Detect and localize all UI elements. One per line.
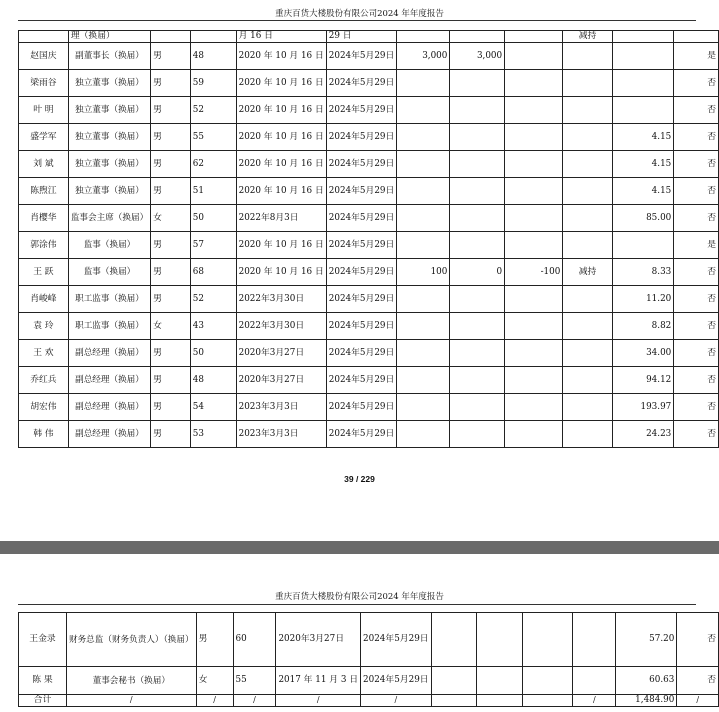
- cell-age: 43: [190, 313, 236, 340]
- cell-reason: [563, 394, 612, 421]
- cell-end-shares: [450, 421, 505, 448]
- cell-pay: [612, 97, 674, 124]
- cell-age: 55: [190, 124, 236, 151]
- table-row: [19, 70, 719, 97]
- cell-end-shares: [450, 313, 505, 340]
- cell-position: 监事（换届）: [68, 259, 150, 286]
- cell-end-date: 2024年5月29日: [326, 340, 397, 367]
- header-rule: [18, 604, 696, 605]
- cell-end-date: 2024年5月29日: [326, 151, 397, 178]
- cell-pay: [612, 232, 674, 259]
- cell-change: [505, 70, 563, 97]
- cell-gender: 男: [151, 43, 191, 70]
- cell-pay: 94.12: [612, 367, 674, 394]
- cell-related: 否: [674, 178, 719, 205]
- cell-start-date: 2017 年 11 月 3 日: [276, 667, 361, 695]
- cell-related: 否: [674, 97, 719, 124]
- cell-position: 独立董事（换届）: [68, 178, 150, 205]
- cell-name: [19, 31, 69, 43]
- cell-gender: 男: [151, 367, 191, 394]
- cell-age: 50: [190, 205, 236, 232]
- cell-position: 副总经理（换届）: [68, 340, 150, 367]
- table-row: [19, 421, 719, 448]
- cell-gender: 男: [151, 259, 191, 286]
- cell-reason: [563, 313, 612, 340]
- table-row: [19, 97, 719, 124]
- table-row: [19, 340, 719, 367]
- cell-age: 52: [190, 97, 236, 124]
- cell-gender: 男: [151, 97, 191, 124]
- cell-end-shares: 0: [450, 259, 505, 286]
- cell-age: 57: [190, 232, 236, 259]
- cell-name: 肖樱华: [19, 205, 69, 232]
- cell-start-date: 月 16 日: [236, 31, 326, 43]
- cell-change: [505, 31, 563, 43]
- page-separator: [0, 541, 719, 554]
- cell-age: 59: [190, 70, 236, 97]
- total-row: [19, 695, 719, 707]
- cell-end-date: 2024年5月29日: [326, 232, 397, 259]
- cell-related: [674, 31, 719, 43]
- cell-start-date: 2020年3月27日: [276, 613, 361, 667]
- table-row: [19, 124, 719, 151]
- cell-name: 韩 伟: [19, 421, 69, 448]
- cell-position: 副总经理（换届）: [68, 421, 150, 448]
- cell-position: 职工监事（换届）: [68, 286, 150, 313]
- cell-begin-shares: [397, 70, 450, 97]
- table-row: [19, 367, 719, 394]
- cell-end-date: 29 日: [326, 31, 397, 43]
- cell-end-date: 2024年5月29日: [326, 313, 397, 340]
- cell-gender: 女: [196, 667, 233, 695]
- cell-change: [505, 97, 563, 124]
- cell-end-date: 2024年5月29日: [326, 421, 397, 448]
- table-row: [19, 205, 719, 232]
- cell-pay: 85.00: [612, 205, 674, 232]
- cell-reason: [563, 367, 612, 394]
- cell-gender: 男: [151, 421, 191, 448]
- cell-end-shares: [450, 340, 505, 367]
- cell-position: 董事会秘书（换届）: [66, 667, 196, 695]
- cell-name: 赵国庆: [19, 43, 69, 70]
- cell-end-shares: [450, 151, 505, 178]
- cell-gender: 男: [151, 178, 191, 205]
- cell-start-date: 2023年3月3日: [236, 421, 326, 448]
- cell-gender: 男: [151, 70, 191, 97]
- total-change: [522, 695, 572, 707]
- cell-name: 胡宏伟: [19, 394, 69, 421]
- cell-reason: 减持: [563, 31, 612, 43]
- total-label: 合计: [19, 695, 67, 707]
- cell-position: 副董事长（换届）: [68, 43, 150, 70]
- cell-pay: 57.20: [616, 613, 677, 667]
- cell-change: [505, 286, 563, 313]
- cell-change: [522, 613, 572, 667]
- total-slash: /: [276, 695, 361, 707]
- cell-end-date: 2024年5月29日: [326, 43, 397, 70]
- cell-start-date: 2022年3月30日: [236, 286, 326, 313]
- cell-position: 财务总监（财务负责人）（换届）: [66, 613, 196, 667]
- cell-related: 否: [674, 124, 719, 151]
- cell-name: 乔红兵: [19, 367, 69, 394]
- cell-begin-shares: [397, 394, 450, 421]
- management-table-continued: [18, 612, 719, 707]
- cell-age: 60: [233, 613, 276, 667]
- cell-end-date: 2024年5月29日: [326, 367, 397, 394]
- cell-name: 王金录: [19, 613, 67, 667]
- page-number: 39 / 229: [344, 474, 375, 484]
- cell-age: 68: [190, 259, 236, 286]
- cell-pay: 8.82: [612, 313, 674, 340]
- cell-start-date: 2020 年 10 月 16 日: [236, 124, 326, 151]
- cell-reason: [563, 205, 612, 232]
- cell-begin-shares: 3,000: [397, 43, 450, 70]
- cell-end-shares: [476, 613, 522, 667]
- cell-age: 54: [190, 394, 236, 421]
- cell-related: 否: [674, 205, 719, 232]
- cell-name: 王 跃: [19, 259, 69, 286]
- table-row: [19, 313, 719, 340]
- cell-reason: [563, 97, 612, 124]
- cell-age: 62: [190, 151, 236, 178]
- total-begin-shares: [431, 695, 476, 707]
- cell-age: 52: [190, 286, 236, 313]
- cell-related: 否: [674, 286, 719, 313]
- cell-age: 51: [190, 178, 236, 205]
- cell-end-shares: [450, 178, 505, 205]
- report-header-title: 重庆百货大楼股份有限公司2024 年年度报告: [275, 592, 444, 602]
- table-row: [19, 667, 719, 695]
- cell-reason: [563, 178, 612, 205]
- cell-change: -100: [505, 259, 563, 286]
- cell-gender: 男: [151, 394, 191, 421]
- cell-name: 郭涂伟: [19, 232, 69, 259]
- table-row: [19, 286, 719, 313]
- cell-related: 否: [674, 313, 719, 340]
- cell-end-date: 2024年5月29日: [326, 286, 397, 313]
- cell-gender: 女: [151, 205, 191, 232]
- total-slash: /: [573, 695, 616, 707]
- cell-name: 王 欢: [19, 340, 69, 367]
- cell-pay: 34.00: [612, 340, 674, 367]
- cell-end-shares: [476, 667, 522, 695]
- cell-end-date: 2024年5月29日: [326, 97, 397, 124]
- cell-pay: [612, 70, 674, 97]
- cell-change: [505, 313, 563, 340]
- cell-end-date: 2024年5月29日: [326, 394, 397, 421]
- cell-age: 55: [233, 667, 276, 695]
- cell-gender: 男: [151, 232, 191, 259]
- cell-change: [505, 340, 563, 367]
- cell-position: 独立董事（换届）: [68, 124, 150, 151]
- cell-related: 否: [674, 340, 719, 367]
- cell-pay: 24.23: [612, 421, 674, 448]
- cell-end-date: 2024年5月29日: [326, 124, 397, 151]
- cell-position: 副总经理（换届）: [68, 394, 150, 421]
- cell-begin-shares: [397, 124, 450, 151]
- cell-reason: [563, 340, 612, 367]
- cell-end-shares: [450, 205, 505, 232]
- table-row-partial: [19, 31, 719, 43]
- cell-change: [505, 394, 563, 421]
- cell-end-shares: [450, 124, 505, 151]
- cell-pay: 4.15: [612, 124, 674, 151]
- cell-change: [505, 421, 563, 448]
- cell-name: 刘 斌: [19, 151, 69, 178]
- cell-position: 监事（换届）: [68, 232, 150, 259]
- total-slash: /: [66, 695, 196, 707]
- cell-start-date: 2022年3月30日: [236, 313, 326, 340]
- cell-related: 否: [674, 259, 719, 286]
- cell-related: 否: [677, 667, 719, 695]
- cell-begin-shares: [397, 232, 450, 259]
- cell-reason: [563, 70, 612, 97]
- cell-pay: 4.15: [612, 151, 674, 178]
- cell-begin-shares: [397, 313, 450, 340]
- cell-position: 职工监事（换届）: [68, 313, 150, 340]
- cell-position: 独立董事（换届）: [68, 97, 150, 124]
- cell-pay: [612, 43, 674, 70]
- total-pay: 1,484.90: [616, 695, 677, 707]
- cell-reason: [563, 286, 612, 313]
- cell-start-date: 2020 年 10 月 16 日: [236, 232, 326, 259]
- cell-name: 盛学军: [19, 124, 69, 151]
- cell-reason: [563, 124, 612, 151]
- cell-start-date: 2020 年 10 月 16 日: [236, 43, 326, 70]
- cell-start-date: 2022年8月3日: [236, 205, 326, 232]
- cell-end-shares: [450, 31, 505, 43]
- cell-end-date: 2024年5月29日: [326, 259, 397, 286]
- report-page-40: [0, 554, 719, 712]
- total-slash: /: [361, 695, 432, 707]
- cell-gender: 男: [151, 151, 191, 178]
- report-header-title: 重庆百货大楼股份有限公司2024 年年度报告: [275, 9, 444, 19]
- total-end-shares: [476, 695, 522, 707]
- cell-gender: [151, 31, 191, 43]
- cell-end-shares: [450, 232, 505, 259]
- cell-change: [505, 43, 563, 70]
- cell-gender: 男: [151, 340, 191, 367]
- cell-begin-shares: [397, 421, 450, 448]
- cell-pay: 60.63: [616, 667, 677, 695]
- cell-begin-shares: [431, 613, 476, 667]
- cell-reason: 减持: [563, 259, 612, 286]
- cell-start-date: 2020年3月27日: [236, 367, 326, 394]
- management-table: [18, 30, 719, 448]
- cell-gender: 男: [196, 613, 233, 667]
- cell-reason: [563, 43, 612, 70]
- cell-related: 是: [674, 43, 719, 70]
- cell-pay: 11.20: [612, 286, 674, 313]
- cell-end-date: 2024年5月29日: [361, 613, 432, 667]
- cell-begin-shares: [397, 97, 450, 124]
- cell-begin-shares: [397, 151, 450, 178]
- cell-age: 53: [190, 421, 236, 448]
- cell-name: 梁雨谷: [19, 70, 69, 97]
- cell-reason: [573, 613, 616, 667]
- cell-begin-shares: [397, 367, 450, 394]
- cell-start-date: 2020 年 10 月 16 日: [236, 178, 326, 205]
- cell-change: [505, 124, 563, 151]
- cell-name: 陈煦江: [19, 178, 69, 205]
- cell-related: 否: [674, 421, 719, 448]
- cell-change: [505, 178, 563, 205]
- cell-name: 袁 玲: [19, 313, 69, 340]
- cell-end-date: 2024年5月29日: [326, 178, 397, 205]
- cell-name: 陈 果: [19, 667, 67, 695]
- total-slash: /: [196, 695, 233, 707]
- cell-change: [505, 151, 563, 178]
- cell-begin-shares: [397, 205, 450, 232]
- cell-related: 否: [674, 151, 719, 178]
- table-row: [19, 178, 719, 205]
- cell-position: 副总经理（换届）: [68, 367, 150, 394]
- cell-related: 否: [674, 394, 719, 421]
- cell-related: 否: [677, 613, 719, 667]
- cell-end-shares: 3,000: [450, 43, 505, 70]
- cell-related: 是: [674, 232, 719, 259]
- cell-start-date: 2023年3月3日: [236, 394, 326, 421]
- cell-age: 50: [190, 340, 236, 367]
- cell-related: 否: [674, 367, 719, 394]
- cell-start-date: 2020 年 10 月 16 日: [236, 70, 326, 97]
- cell-change: [505, 205, 563, 232]
- cell-start-date: 2020年3月27日: [236, 340, 326, 367]
- cell-pay: 4.15: [612, 178, 674, 205]
- cell-related: 否: [674, 70, 719, 97]
- table-row: [19, 43, 719, 70]
- cell-begin-shares: [397, 340, 450, 367]
- table-row: [19, 151, 719, 178]
- cell-change: [505, 232, 563, 259]
- cell-begin-shares: [397, 31, 450, 43]
- cell-name: 肖峻峰: [19, 286, 69, 313]
- cell-change: [522, 667, 572, 695]
- cell-position: 理（换届）: [68, 31, 150, 43]
- cell-reason: [573, 667, 616, 695]
- cell-gender: 男: [151, 124, 191, 151]
- cell-begin-shares: [397, 178, 450, 205]
- cell-start-date: 2020 年 10 月 16 日: [236, 97, 326, 124]
- cell-gender: 女: [151, 313, 191, 340]
- cell-end-shares: [450, 97, 505, 124]
- cell-end-shares: [450, 70, 505, 97]
- cell-begin-shares: [431, 667, 476, 695]
- cell-reason: [563, 232, 612, 259]
- cell-pay: 8.33: [612, 259, 674, 286]
- total-slash: /: [677, 695, 719, 707]
- cell-reason: [563, 151, 612, 178]
- cell-position: 独立董事（换届）: [68, 70, 150, 97]
- cell-age: 48: [190, 43, 236, 70]
- cell-end-date: 2024年5月29日: [361, 667, 432, 695]
- table-row: [19, 232, 719, 259]
- total-slash: /: [233, 695, 276, 707]
- cell-end-shares: [450, 394, 505, 421]
- cell-end-date: 2024年5月29日: [326, 205, 397, 232]
- cell-age: [190, 31, 236, 43]
- cell-position: 监事会主席（换届）: [68, 205, 150, 232]
- cell-pay: 193.97: [612, 394, 674, 421]
- cell-name: 叶 明: [19, 97, 69, 124]
- cell-begin-shares: 100: [397, 259, 450, 286]
- cell-reason: [563, 421, 612, 448]
- cell-end-shares: [450, 286, 505, 313]
- cell-pay: [612, 31, 674, 43]
- cell-age: 48: [190, 367, 236, 394]
- cell-position: 独立董事（换届）: [68, 151, 150, 178]
- table-row: [19, 259, 719, 286]
- cell-end-shares: [450, 367, 505, 394]
- cell-gender: 男: [151, 286, 191, 313]
- cell-change: [505, 367, 563, 394]
- header-rule: [18, 20, 696, 21]
- table-row: [19, 394, 719, 421]
- cell-start-date: 2020 年 10 月 16 日: [236, 151, 326, 178]
- table-row: [19, 613, 719, 667]
- cell-start-date: 2020 年 10 月 16 日: [236, 259, 326, 286]
- cell-end-date: 2024年5月29日: [326, 70, 397, 97]
- cell-begin-shares: [397, 286, 450, 313]
